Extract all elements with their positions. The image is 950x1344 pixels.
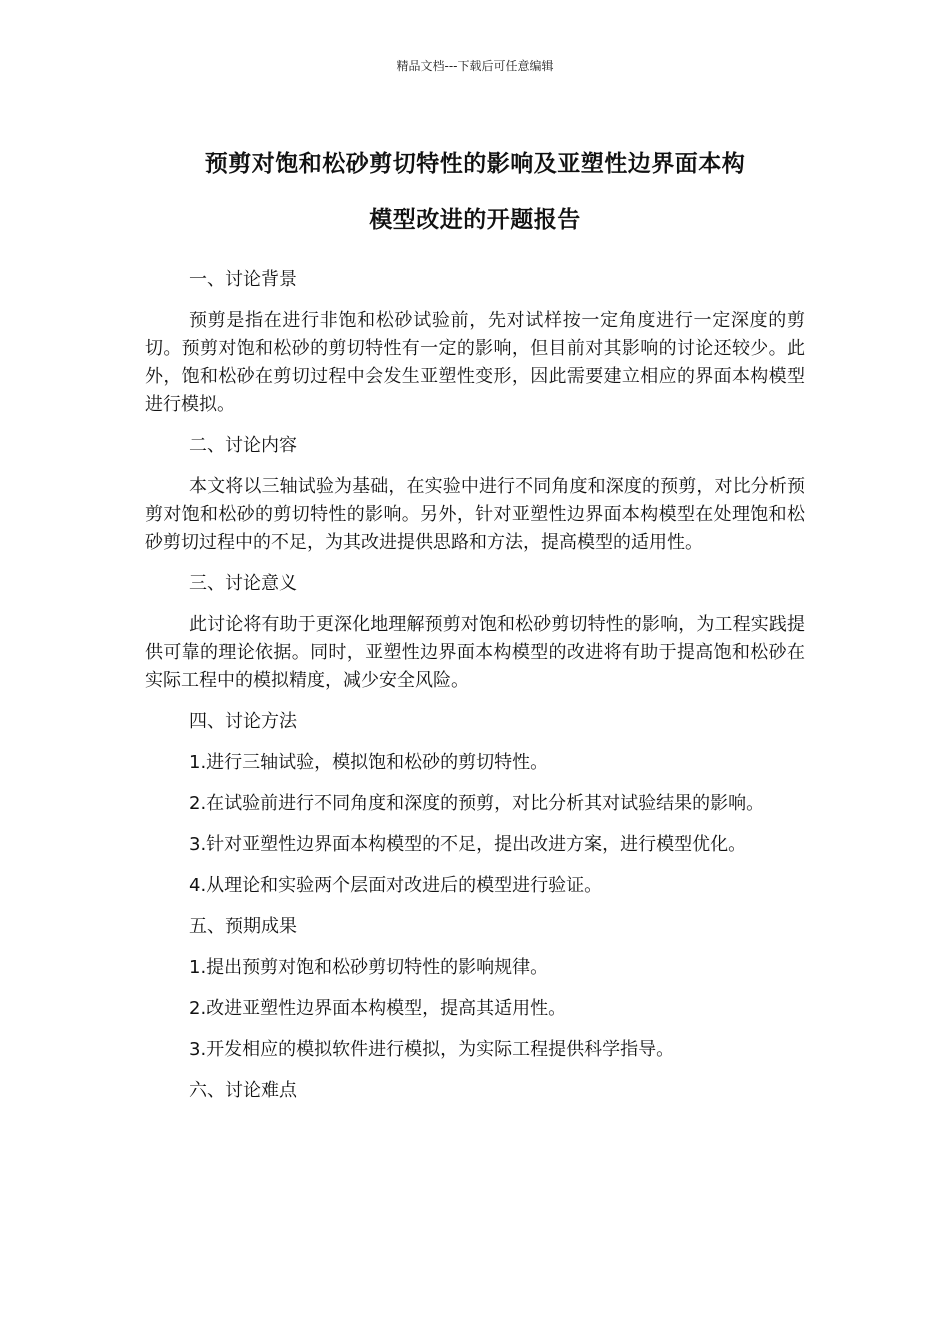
section-text-background: 预剪是指在进行非饱和松砂试验前，先对试样按一定角度进行一定深度的剪切。预剪对饱和松砂的剪切特性有一定的影响，但目前对其影响的讨论还较少。此外，饱和松砂在剪切过程中会发生亚塑性变形，因此需要建立相应的界面本构模型进行模拟。 <box>145 310 805 415</box>
outcome-item: 3.开发相应的模拟软件进行模拟，为实际工程提供科学指导。 <box>189 1039 675 1060</box>
section-heading-difficulties: 六、讨论难点 <box>189 1080 297 1101</box>
method-item: 2.在试验前进行不同角度和深度的预剪，对比分析其对试验结果的影响。 <box>189 793 765 814</box>
section-text-content: 本文将以三轴试验为基础，在实验中进行不同角度和深度的预剪，对比分析预剪对饱和松砂的剪切特性的影响。另外，针对亚塑性边界面本构模型在处理饱和松砂剪切过程中的不足，为其改进提供思路和方法，提高模型的适用性。 <box>145 476 805 553</box>
outcome-item: 1.提出预剪对饱和松砂剪切特性的影响规律。 <box>189 957 549 978</box>
section-heading-content: 二、讨论内容 <box>189 435 297 456</box>
section-text-significance: 此讨论将有助于更深化地理解预剪对饱和松砂剪切特性的影响，为工程实践提供可靠的理论依据。同时，亚塑性边界面本构模型的改进将有助于提高饱和松砂在实际工程中的模拟精度，减少安全风险。 <box>145 614 805 691</box>
document-title <box>120 136 830 248</box>
title-line-2: 模型改进的开题报告 <box>369 207 581 233</box>
section-heading-outcomes: 五、预期成果 <box>189 916 297 937</box>
method-item: 4.从理论和实验两个层面对改进后的模型进行验证。 <box>189 875 603 896</box>
document-body <box>145 266 805 1118</box>
method-item: 3.针对亚塑性边界面本构模型的不足，提出改进方案，进行模型优化。 <box>189 834 747 855</box>
header-note: 精品文档---下载后可任意编辑 <box>396 59 554 73</box>
outcome-item: 2.改进亚塑性边界面本构模型，提高其适用性。 <box>189 998 567 1019</box>
method-item: 1.进行三轴试验，模拟饱和松砂的剪切特性。 <box>189 752 549 773</box>
section-heading-significance: 三、讨论意义 <box>189 573 297 594</box>
title-line-1: 预剪对饱和松砂剪切特性的影响及亚塑性边界面本构 <box>204 151 746 177</box>
section-heading-methods: 四、讨论方法 <box>189 711 297 732</box>
section-heading-background: 一、讨论背景 <box>189 269 297 290</box>
